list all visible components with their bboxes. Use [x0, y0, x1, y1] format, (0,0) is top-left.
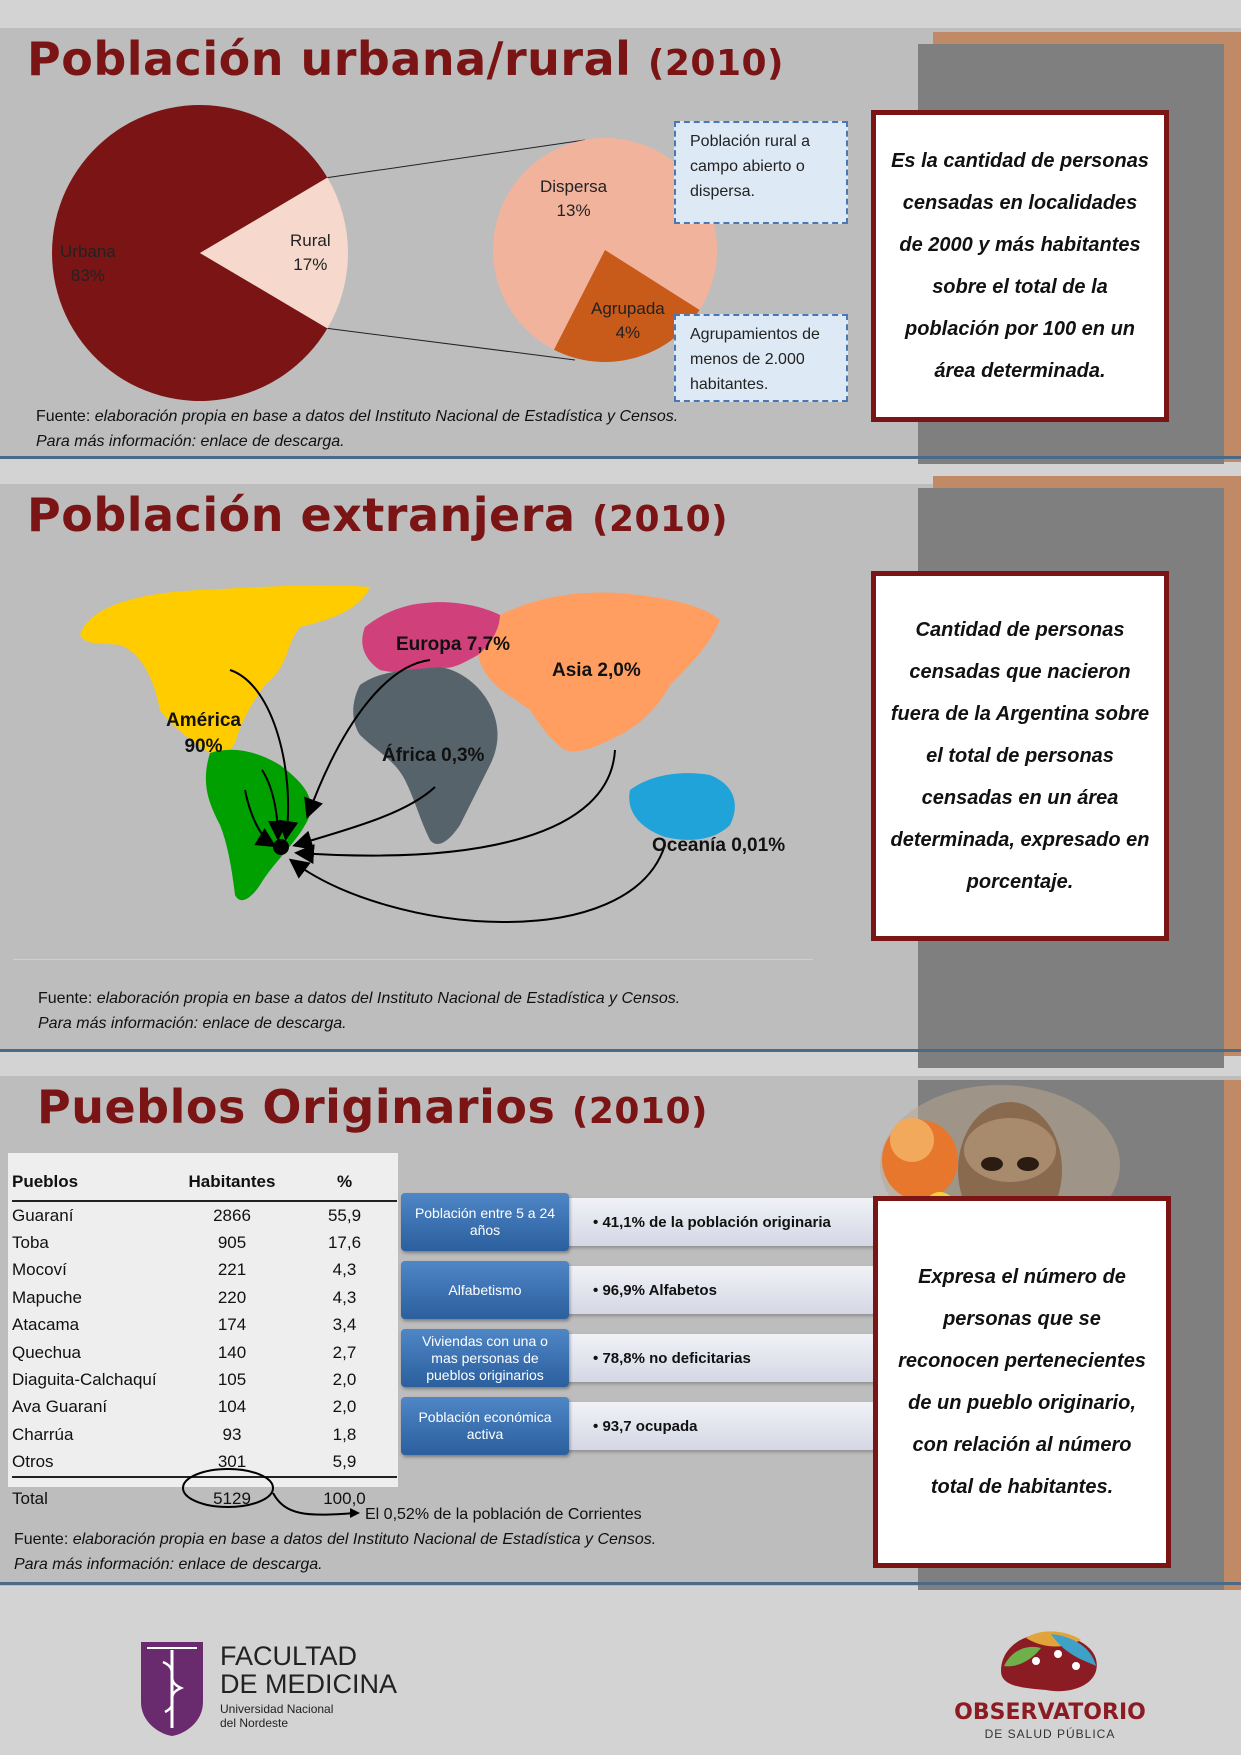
cell-percent: 4,3 — [332, 1260, 357, 1280]
callout-rural-dispersa: Población rural a campo abierto o dispersa. — [674, 121, 848, 224]
observatorio-logo-icon — [996, 1626, 1106, 1696]
table-row — [12, 1201, 397, 1229]
section-divider — [0, 1049, 1241, 1052]
cell-percent: 3,4 — [332, 1315, 357, 1335]
observatorio-name — [940, 1700, 1160, 1742]
table-row — [12, 1229, 397, 1256]
cell-habitantes: 104 — [217, 1397, 247, 1417]
indicator-label-2: Alfabetismo — [401, 1261, 569, 1319]
cell-percent: 2,7 — [332, 1342, 357, 1362]
side-accent — [1224, 1080, 1241, 1590]
cell-pueblo: Mocoví — [12, 1260, 67, 1280]
table-row — [12, 1366, 397, 1393]
cell-habitantes: 140 — [217, 1342, 247, 1362]
total-highlight-annotation — [180, 1465, 380, 1525]
facultad-line1: FACULTAD — [220, 1641, 358, 1671]
source-note-3: Fuente: elaboración propia en base a datos del Instituto Nacional de Estadística y Censos. Para más información: enlace de descarga. — [14, 1531, 657, 1573]
source-note-1: Fuente: elaboración propia en base a datos del Instituto Nacional de Estadística y Censos. Para más información: enlace de descarga. — [36, 408, 679, 450]
facultad-name — [220, 1642, 397, 1730]
col-header-habitantes: Habitantes — [188, 1172, 276, 1191]
africa-label: África 0,3% — [382, 745, 485, 766]
facultad-medicina-logo-icon — [139, 1640, 205, 1738]
total-note: El 0,52% de la población de Corrientes — [365, 1506, 642, 1523]
indicator-label-3: Viviendas con una o mas personas de pueblos originarios — [401, 1329, 569, 1387]
cell-pueblo: Guaraní — [12, 1205, 74, 1225]
indicator-value-4: • 93,7 ocupada — [565, 1402, 875, 1450]
argentina-dot — [273, 839, 289, 855]
table-row — [12, 1421, 397, 1448]
cell-habitantes: 220 — [217, 1287, 247, 1307]
cell-pueblo: Toba — [12, 1233, 49, 1253]
oceania-label: Oceanía 0,01% — [652, 835, 786, 856]
cell-percent: 2,0 — [332, 1397, 357, 1417]
america-label: América 90% — [166, 710, 241, 757]
agrupada-label: Agrupada 4% — [591, 299, 665, 342]
cell-habitantes: 93 — [222, 1424, 242, 1444]
section-divider — [0, 456, 1241, 459]
cell-percent: 4,3 — [332, 1287, 357, 1307]
source-note-2: Fuente: elaboración propia en base a datos del Instituto Nacional de Estadística y Censos. Para más información: enlace de descarga. — [38, 990, 681, 1032]
callout-agrupada: Agrupamientos de menos de 2.000 habitantes. — [674, 314, 848, 402]
indicator-label-1: Población entre 5 a 24 años — [401, 1193, 569, 1251]
table-row — [12, 1312, 397, 1339]
cell-total-percent: 100,0 — [323, 1488, 366, 1508]
section3-title: Pueblos Originarios (2010) — [37, 1080, 708, 1134]
europa-label: Europa 7,7% — [396, 634, 511, 655]
cell-percent: 2,0 — [332, 1370, 357, 1390]
table-row — [12, 1284, 397, 1311]
facultad-line3: Universidad Nacional — [220, 1702, 334, 1716]
cell-habitantes: 2866 — [213, 1205, 251, 1225]
cell-pueblo: Mapuche — [12, 1287, 82, 1307]
cell-habitantes: 105 — [217, 1370, 247, 1390]
oceania-shape — [629, 773, 735, 840]
observatorio-line2: DE SALUD PÚBLICA — [984, 1727, 1116, 1741]
arrow-oceania — [292, 845, 665, 922]
map-divider — [13, 959, 813, 960]
cell-habitantes: 221 — [217, 1260, 247, 1280]
table-row — [12, 1339, 397, 1366]
facultad-line4: del Nordeste — [220, 1716, 289, 1730]
section-divider — [0, 1582, 1241, 1585]
section1-title: Población urbana/rural (2010) — [27, 32, 784, 86]
cell-pueblo: Ava Guaraní — [12, 1397, 108, 1417]
cell-percent: 55,9 — [327, 1205, 362, 1225]
cell-habitantes: 301 — [217, 1452, 247, 1472]
cell-pueblo: Atacama — [12, 1315, 80, 1335]
asia-label: Asia 2,0% — [552, 660, 641, 681]
observatorio-line1: OBSERVATORIO — [954, 1700, 1146, 1725]
table-row — [12, 1257, 397, 1284]
cell-habitantes: 174 — [217, 1315, 247, 1335]
col-header-percent: % — [336, 1172, 353, 1191]
south-america-shape — [206, 750, 311, 900]
cell-percent: 5,9 — [332, 1452, 357, 1472]
definition-indigenous: Expresa el número de personas que se reconocen pertenecientes de un pueblo originario, con relación al número total de habitantes. — [873, 1196, 1171, 1568]
cell-pueblo: Otros — [12, 1452, 54, 1472]
table-row — [12, 1394, 397, 1421]
facultad-line2: DE MEDICINA — [220, 1669, 398, 1699]
indicator-label-4: Población económica activa — [401, 1397, 569, 1455]
cell-percent: 17,6 — [327, 1233, 362, 1253]
cell-pueblo: Quechua — [12, 1342, 81, 1362]
cell-habitantes: 905 — [217, 1233, 247, 1253]
col-header-pueblos: Pueblos — [12, 1172, 79, 1191]
indicator-value-2: • 96,9% Alfabetos — [565, 1266, 875, 1314]
indicator-value-3: • 78,8% no deficitarias — [565, 1334, 875, 1382]
indicator-value-1: • 41,1% de la población originaria — [565, 1198, 875, 1246]
cell-total-habitantes: 5129 — [213, 1488, 251, 1508]
urbana-label: Urbana 83% — [60, 242, 116, 285]
dispersa-label: Dispersa 13% — [540, 177, 608, 220]
cell-total-label: Total — [12, 1488, 48, 1508]
definition-foreign: Cantidad de personas censadas que nacieron fuera de la Argentina sobre el total de personas censadas en un área determinada, expresado en porcentaje. — [871, 571, 1169, 941]
section2-title: Población extranjera (2010) — [27, 488, 729, 542]
definition-urban-rural: Es la cantidad de personas censadas en localidades de 2000 y más habitantes sobre el total de la población por 100 en un área determinada. — [871, 110, 1169, 422]
table-header-row — [12, 1164, 397, 1201]
cell-pueblo: Charrúa — [12, 1424, 74, 1444]
cell-percent: 1,8 — [332, 1424, 357, 1444]
cell-pueblo: Diaguita-Calchaquí — [12, 1370, 157, 1390]
rural-label: Rural 17% — [290, 231, 331, 274]
